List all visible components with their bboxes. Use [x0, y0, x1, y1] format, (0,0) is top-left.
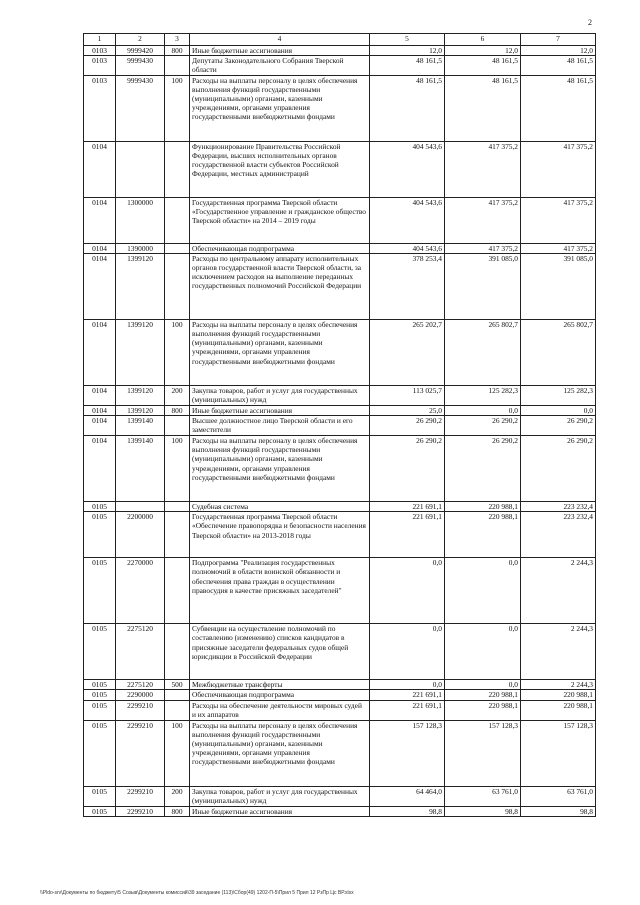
- amount-col6-cell: 125 282,3: [445, 385, 521, 405]
- section-code-cell: 0104: [84, 436, 116, 502]
- amount-col5-cell: 64 464,0: [370, 786, 445, 806]
- table-row: [84, 680, 596, 690]
- table-row: [84, 385, 596, 405]
- table-row: [84, 512, 596, 558]
- item-name-cell: Депутаты Законодательного Собрания Тверской области: [190, 56, 370, 75]
- expense-type-cell: [165, 416, 190, 436]
- amount-col6-cell: 417 375,2: [445, 197, 521, 243]
- amount-col7-cell: 2 244,3: [521, 558, 596, 624]
- amount-col6-cell: 48 161,5: [445, 75, 521, 141]
- amount-col5-cell: 378 253,4: [370, 253, 445, 319]
- amount-col5-cell: 0,0: [370, 680, 445, 690]
- amount-col6-cell: 220 988,1: [445, 502, 521, 512]
- table-row: [84, 416, 596, 436]
- section-code-cell: 0104: [84, 405, 116, 415]
- expense-type-cell: [165, 690, 190, 700]
- amount-col6-cell: 417 375,2: [445, 141, 521, 197]
- amount-col7-cell: 48 161,5: [521, 56, 596, 75]
- item-name-cell: Судебная система: [190, 502, 370, 512]
- amount-col7-cell: 63 761,0: [521, 786, 596, 806]
- section-code-cell: 0104: [84, 197, 116, 243]
- target-article-cell: [116, 141, 165, 197]
- column-header: 2: [116, 34, 165, 46]
- section-code-cell: 0105: [84, 700, 116, 720]
- budget-table: [83, 33, 596, 817]
- target-article-cell: 2299210: [116, 700, 165, 720]
- column-header: 4: [190, 34, 370, 46]
- amount-col6-cell: 417 375,2: [445, 243, 521, 253]
- expense-type-cell: 200: [165, 786, 190, 806]
- item-name-cell: Государственная программа Тверской области «Государственное управление и гражданское общество Тверской области» на 2014 – 2019 годы: [190, 197, 370, 243]
- expense-type-cell: 500: [165, 680, 190, 690]
- column-header: 5: [370, 34, 445, 46]
- target-article-cell: 1390000: [116, 243, 165, 253]
- expense-type-cell: 800: [165, 806, 190, 816]
- amount-col6-cell: 220 988,1: [445, 512, 521, 558]
- amount-col7-cell: 12,0: [521, 46, 596, 56]
- amount-col6-cell: 0,0: [445, 680, 521, 690]
- section-code-cell: 0104: [84, 385, 116, 405]
- amount-col5-cell: 98,8: [370, 806, 445, 816]
- amount-col7-cell: 417 375,2: [521, 141, 596, 197]
- amount-col5-cell: 26 290,2: [370, 436, 445, 502]
- section-code-cell: 0105: [84, 806, 116, 816]
- section-code-cell: 0105: [84, 502, 116, 512]
- amount-col7-cell: 125 282,3: [521, 385, 596, 405]
- amount-col7-cell: 26 290,2: [521, 416, 596, 436]
- target-article-cell: 2275120: [116, 680, 165, 690]
- item-name-cell: Расходы на выплаты персоналу в целях обеспечения выполнения функций государственными (муниципальными) органами, казенными учреждениями, органами управления государственными внебюджетными фондами: [190, 75, 370, 141]
- amount-col7-cell: 26 290,2: [521, 436, 596, 502]
- expense-type-cell: [165, 56, 190, 75]
- amount-col5-cell: 25,0: [370, 405, 445, 415]
- target-article-cell: 2200000: [116, 512, 165, 558]
- item-name-cell: Расходы на обеспечение деятельности мировых судей и их аппаратов: [190, 700, 370, 720]
- item-name-cell: Подпрограмма "Реализация государственных полномочий в области воинской обязанности и обеспечения права граждан в осуществлении правосудия в качестве присяжных заседателей": [190, 558, 370, 624]
- column-header: 1: [84, 34, 116, 46]
- amount-col5-cell: 221 691,1: [370, 690, 445, 700]
- expense-type-cell: 200: [165, 385, 190, 405]
- item-name-cell: Субвенции на осуществление полномочий по составлению (изменению) списков кандидатов в присяжные заседатели федеральных судов общей юрисдикции в Российской Федерации: [190, 624, 370, 680]
- amount-col5-cell: 157 128,3: [370, 720, 445, 786]
- item-name-cell: Закупка товаров, работ и услуг для государственных (муниципальных) нужд: [190, 385, 370, 405]
- amount-col5-cell: 221 691,1: [370, 700, 445, 720]
- table-row: [84, 806, 596, 816]
- item-name-cell: Обеспечивающая подпрограмма: [190, 690, 370, 700]
- section-code-cell: 0104: [84, 416, 116, 436]
- amount-col5-cell: 221 691,1: [370, 512, 445, 558]
- target-article-cell: 1399120: [116, 319, 165, 385]
- item-name-cell: Обеспечивающая подпрограмма: [190, 243, 370, 253]
- item-name-cell: Расходы на выплаты персоналу в целях обеспечения выполнения функций государственными (муниципальными) органами, казенными учреждениями, органами управления государственными внебюджетными фондами: [190, 436, 370, 502]
- item-name-cell: Функционирование Правительства Российской Федерации, высших исполнительных органов государственной власти субъектов Российской Федерации, местных администраций: [190, 141, 370, 197]
- table-row: [84, 75, 596, 141]
- item-name-cell: Высшее должностное лицо Тверской области и его заместители: [190, 416, 370, 436]
- target-article-cell: 9999430: [116, 75, 165, 141]
- expense-type-cell: 100: [165, 436, 190, 502]
- expense-type-cell: [165, 512, 190, 558]
- file-path-footer: \\Pldo-srv\Документы по бюджету\5 Созыв\Документы комиссий\39 заседание (113)\Сбор(49) 1202-П-5\Прил 5 Прил 12 РзПр Цс ВР.xlsx: [40, 890, 354, 896]
- amount-col5-cell: 221 691,1: [370, 502, 445, 512]
- table-row: [84, 319, 596, 385]
- amount-col5-cell: 48 161,5: [370, 56, 445, 75]
- amount-col6-cell: 12,0: [445, 46, 521, 56]
- column-header: 6: [445, 34, 521, 46]
- amount-col5-cell: 404 543,6: [370, 197, 445, 243]
- amount-col7-cell: 2 244,3: [521, 680, 596, 690]
- target-article-cell: 1300000: [116, 197, 165, 243]
- target-article-cell: 1399140: [116, 416, 165, 436]
- table-row: [84, 197, 596, 243]
- amount-col5-cell: 48 161,5: [370, 75, 445, 141]
- amount-col7-cell: 0,0: [521, 405, 596, 415]
- amount-col6-cell: 391 085,0: [445, 253, 521, 319]
- amount-col6-cell: 220 988,1: [445, 700, 521, 720]
- table-row: [84, 700, 596, 720]
- expense-type-cell: [165, 141, 190, 197]
- column-header: 7: [521, 34, 596, 46]
- amount-col7-cell: 223 232,4: [521, 502, 596, 512]
- expense-type-cell: 800: [165, 405, 190, 415]
- amount-col5-cell: 26 290,2: [370, 416, 445, 436]
- amount-col7-cell: 2 244,3: [521, 624, 596, 680]
- section-code-cell: 0105: [84, 720, 116, 786]
- table-row: [84, 690, 596, 700]
- amount-col7-cell: 223 232,4: [521, 512, 596, 558]
- amount-col7-cell: 157 128,3: [521, 720, 596, 786]
- target-article-cell: 2290000: [116, 690, 165, 700]
- amount-col6-cell: 157 128,3: [445, 720, 521, 786]
- expense-type-cell: 100: [165, 319, 190, 385]
- expense-type-cell: [165, 253, 190, 319]
- table-row: [84, 786, 596, 806]
- table-header-row: [84, 34, 596, 46]
- amount-col6-cell: 26 290,2: [445, 436, 521, 502]
- table-row: [84, 56, 596, 75]
- amount-col5-cell: 265 202,7: [370, 319, 445, 385]
- expense-type-cell: 100: [165, 75, 190, 141]
- amount-col6-cell: 0,0: [445, 405, 521, 415]
- item-name-cell: Государственная программа Тверской области «Обеспечение правопорядка и безопасности населения Тверской области» на 2013-2018 годы: [190, 512, 370, 558]
- section-code-cell: 0104: [84, 253, 116, 319]
- target-article-cell: 2299210: [116, 806, 165, 816]
- amount-col5-cell: 404 543,6: [370, 243, 445, 253]
- expense-type-cell: [165, 558, 190, 624]
- table-row: [84, 624, 596, 680]
- section-code-cell: 0105: [84, 558, 116, 624]
- amount-col5-cell: 0,0: [370, 624, 445, 680]
- item-name-cell: Иные бюджетные ассигнования: [190, 806, 370, 816]
- table-body: [84, 46, 596, 817]
- amount-col7-cell: 391 085,0: [521, 253, 596, 319]
- amount-col7-cell: 98,8: [521, 806, 596, 816]
- expense-type-cell: 100: [165, 720, 190, 786]
- amount-col7-cell: 48 161,5: [521, 75, 596, 141]
- section-code-cell: 0103: [84, 46, 116, 56]
- amount-col6-cell: 48 161,5: [445, 56, 521, 75]
- table-row: [84, 405, 596, 415]
- section-code-cell: 0103: [84, 56, 116, 75]
- target-article-cell: 9999430: [116, 56, 165, 75]
- table-row: [84, 253, 596, 319]
- amount-col7-cell: 417 375,2: [521, 243, 596, 253]
- expense-type-cell: [165, 502, 190, 512]
- amount-col6-cell: 0,0: [445, 624, 521, 680]
- item-name-cell: Иные бюджетные ассигнования: [190, 405, 370, 415]
- item-name-cell: Закупка товаров, работ и услуг для государственных (муниципальных) нужд: [190, 786, 370, 806]
- target-article-cell: 9999420: [116, 46, 165, 56]
- section-code-cell: 0105: [84, 690, 116, 700]
- section-code-cell: 0104: [84, 243, 116, 253]
- target-article-cell: 2299210: [116, 720, 165, 786]
- amount-col6-cell: 265 802,7: [445, 319, 521, 385]
- target-article-cell: 2275120: [116, 624, 165, 680]
- table-row: [84, 46, 596, 56]
- expense-type-cell: [165, 197, 190, 243]
- table-row: [84, 558, 596, 624]
- expense-type-cell: [165, 624, 190, 680]
- amount-col7-cell: 417 375,2: [521, 197, 596, 243]
- table-row: [84, 243, 596, 253]
- section-code-cell: 0104: [84, 319, 116, 385]
- item-name-cell: Межбюджетные трансферты: [190, 680, 370, 690]
- target-article-cell: 1399120: [116, 405, 165, 415]
- item-name-cell: Расходы по центральному аппарату исполнительных органов государственной власти Тверской области, за исключением расходов на выполнение переданных государственных полномочий Российской Федерации: [190, 253, 370, 319]
- target-article-cell: 2299210: [116, 786, 165, 806]
- target-article-cell: 1399140: [116, 436, 165, 502]
- page-number: 2: [588, 18, 592, 27]
- amount-col7-cell: 220 988,1: [521, 690, 596, 700]
- amount-col5-cell: 0,0: [370, 558, 445, 624]
- amount-col7-cell: 220 988,1: [521, 700, 596, 720]
- table-row: [84, 141, 596, 197]
- item-name-cell: Иные бюджетные ассигнования: [190, 46, 370, 56]
- column-header: 3: [165, 34, 190, 46]
- target-article-cell: [116, 502, 165, 512]
- amount-col5-cell: 12,0: [370, 46, 445, 56]
- amount-col6-cell: 98,8: [445, 806, 521, 816]
- table-row: [84, 720, 596, 786]
- section-code-cell: 0105: [84, 680, 116, 690]
- amount-col6-cell: 26 290,2: [445, 416, 521, 436]
- amount-col7-cell: 265 802,7: [521, 319, 596, 385]
- item-name-cell: Расходы на выплаты персоналу в целях обеспечения выполнения функций государственными (муниципальными) органами, казенными учреждениями, органами управления государственными внебюджетными фондами: [190, 720, 370, 786]
- item-name-cell: Расходы на выплаты персоналу в целях обеспечения выполнения функций государственными (муниципальными) органами, казенными учреждениями, органами управления государственными внебюджетными фондами: [190, 319, 370, 385]
- table-row: [84, 436, 596, 502]
- section-code-cell: 0104: [84, 141, 116, 197]
- amount-col6-cell: 63 761,0: [445, 786, 521, 806]
- expense-type-cell: [165, 243, 190, 253]
- amount-col6-cell: 220 988,1: [445, 690, 521, 700]
- amount-col6-cell: 0,0: [445, 558, 521, 624]
- expense-type-cell: [165, 700, 190, 720]
- target-article-cell: 2270000: [116, 558, 165, 624]
- section-code-cell: 0105: [84, 512, 116, 558]
- section-code-cell: 0105: [84, 786, 116, 806]
- target-article-cell: 1399120: [116, 253, 165, 319]
- amount-col5-cell: 113 025,7: [370, 385, 445, 405]
- target-article-cell: 1399120: [116, 385, 165, 405]
- table-row: [84, 502, 596, 512]
- section-code-cell: 0103: [84, 75, 116, 141]
- amount-col5-cell: 404 543,6: [370, 141, 445, 197]
- section-code-cell: 0105: [84, 624, 116, 680]
- expense-type-cell: 800: [165, 46, 190, 56]
